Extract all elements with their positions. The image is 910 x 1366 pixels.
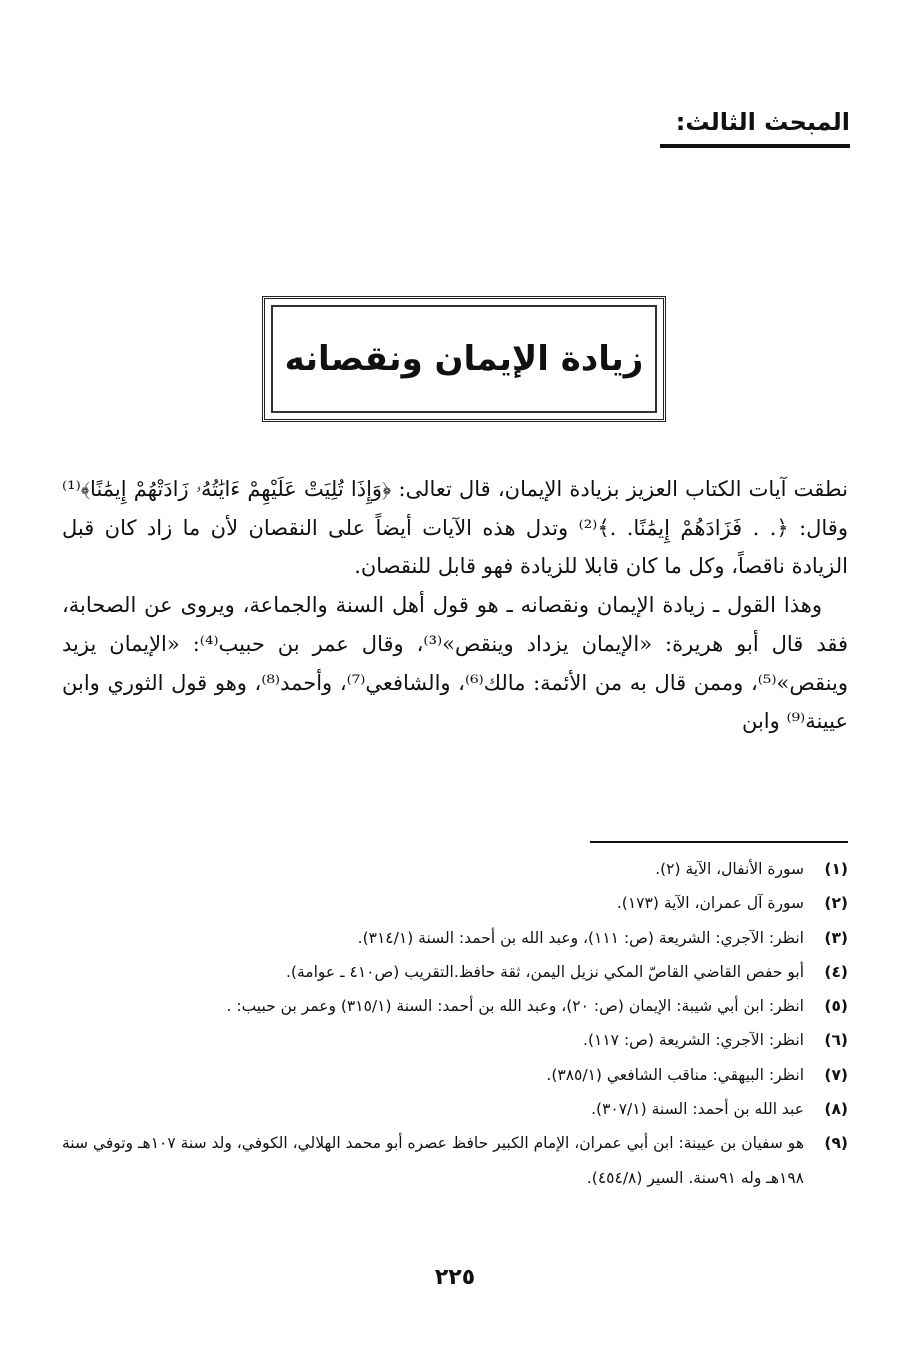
footnote-text: سورة آل عمران، الآية (١٧٣). [616,894,804,913]
footnote-text: عبد الله بن أحمد: السنة (٣٠٧/١). [591,1100,804,1119]
footnote-number: (٢) [824,894,848,913]
footnote-separator [590,841,848,843]
chapter-title: زيادة الإيمان ونقصانه [284,339,644,379]
footnote-4 [62,955,848,989]
footnote-text: انظر: الآجري: الشريعة (ص: ١١٧). [583,1031,804,1050]
section-header [660,104,850,148]
footnote-text: انظر: ابن أبي شيبة: الإيمان (ص: ٢٠)، وعبد الله بن أحمد: السنة (٣١٥/١) وعمر بن حبيب: . [226,997,804,1016]
footnote-7 [62,1058,848,1092]
footnote-text: أبو حفص القاضي القاصّ المكي نزيل اليمن، ثقة حافظ.التقريب (ص٤١٠ ـ عوامة). [285,962,804,981]
footnote-text: سورة الأنفال، الآية (٢). [655,860,804,878]
footnote-number: (٥) [824,997,848,1016]
footnote-number: (٩) [824,1134,848,1153]
footnote-5 [62,989,848,1023]
footnote-number: (٧) [824,1065,848,1084]
footnote-8 [62,1092,848,1126]
footnote-number: (٣) [824,928,848,947]
section-title-underline [660,144,850,148]
footnotes-list [62,852,848,1195]
footnote-text: هو سفيان بن عيينة: ابن أبي عمران، الإمام الكبير حافظ عصره أبو محمد الهلالي، الكوفي، ولد سنة ١٠٧هـ وتوفي سنة ١٩٨هـ وله ٩١سنة. السير (٤٥٤/٨). [62,1134,804,1187]
main-text [62,470,848,741]
paragraph-1: نطقت آيات الكتاب العزيز بزيادة الإيمان، قال تعالى: ﴿وَإِذَا تُلِيَتْ عَلَيْهِمْ ءَايَٰتُهُۥ زَادَتْهُمْ إِيمَٰنًا﴾⁽¹⁾ وقال: ﴿. . فَزَادَهُمْ إِيمَٰنًا. .﴾⁽²⁾ وتدل هذه الآيات أيضاً على النقصان لأن ما زاد كان قبل الزيادة ناقصاً، وكل ما كان قابلا للزيادة فهو قابل للنقصان. [62,477,848,579]
footnote-number: (٨) [824,1100,848,1119]
footnote-number: (٤) [824,962,848,981]
footnote-6 [62,1023,848,1057]
chapter-title-box [262,296,666,422]
page-number: ٢٢٥ [434,1265,476,1290]
footnote-2 [62,886,848,920]
footnote-number: (١) [824,860,848,878]
section-title: المبحث الثالث: [675,108,850,136]
footnote-1 [62,852,848,886]
footnote-9 [62,1126,848,1195]
footnote-text: انظر: البيهقي: مناقب الشافعي (٣٨٥/١). [546,1065,804,1084]
footnote-3 [62,921,848,955]
chapter-title-frame [271,305,657,413]
footnote-text: انظر: الآجري: الشريعة (ص: ١١١)، وعبد الله بن أحمد: السنة (٣١٤/١). [357,928,804,947]
paragraph-2: وهذا القول ـ زيادة الإيمان ونقصانه ـ هو قول أهل السنة والجماعة، ويروى عن الصحابة، فقد قال أبو هريرة: «الإيمان يزداد وينقص»⁽³⁾، وقال عمر بن حبيب⁽⁴⁾: «الإيمان يزيد وينقص»⁽⁵⁾، وممن قال به من الأئمة: مالك⁽⁶⁾، والشافعي⁽⁷⁾، وأحمد⁽⁸⁾، وهو قول الثوري وابن عيينة⁽⁹⁾ وابن [62,593,848,734]
footnote-number: (٦) [824,1031,848,1050]
